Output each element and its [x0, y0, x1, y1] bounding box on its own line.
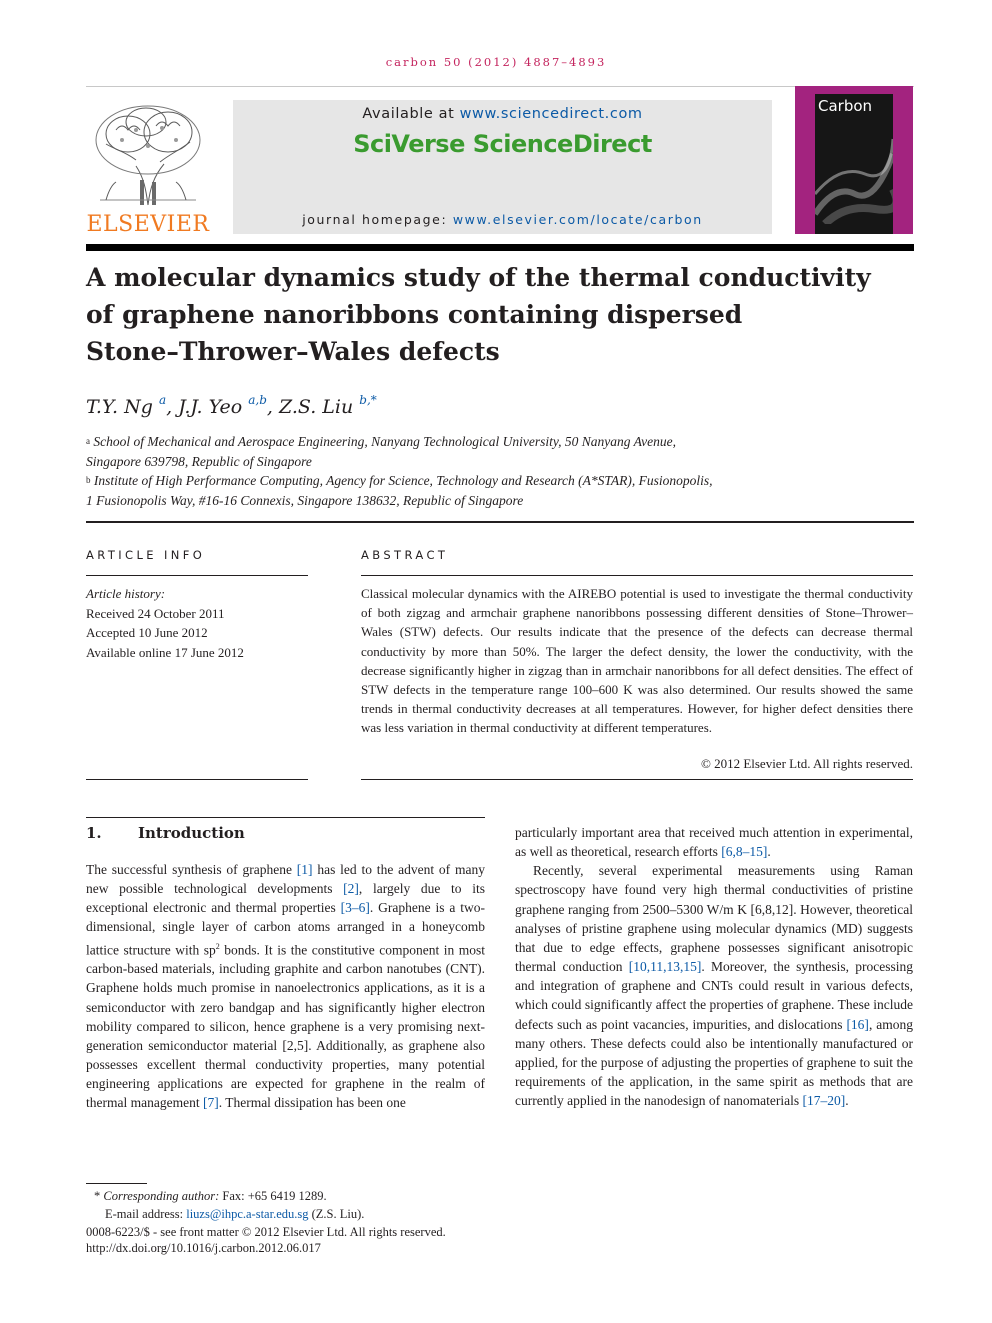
section-rule	[86, 817, 485, 818]
superscript: 2	[215, 941, 220, 951]
text-run: , among many others. These defects could also be intentionally manufactured or applied, for the purpose of adjusting the properties of graphene to suit the requirements of the application, in the same spirit as methods that are currently applied in the nanodesign of nanomaterials	[515, 1016, 913, 1109]
affiliation-b	[86, 471, 914, 510]
affiliation-line: School of Mechanical and Aerospace Engineering, Nanyang Technological University, 50 Nanyang Avenue,	[93, 434, 677, 449]
footnote-star: *	[94, 1189, 101, 1203]
text-run: .	[767, 844, 771, 860]
affiliation-mark: b	[86, 475, 91, 485]
body-column-left	[86, 860, 485, 1113]
author-name: T.Y. Ng	[86, 396, 153, 418]
abstract-bottom-rule	[361, 779, 913, 780]
title-line: Stone–Thrower–Wales defects	[86, 337, 500, 366]
footnote-rule	[86, 1183, 147, 1184]
section-title: Introduction	[138, 824, 245, 842]
homepage-prefix: journal homepage:	[302, 212, 453, 227]
corresponding-author-note	[94, 1188, 327, 1205]
availability-line	[233, 106, 772, 122]
citation-link[interactable]: [7]	[202, 1095, 219, 1111]
citation-link[interactable]: [10,11,13,15]	[628, 959, 702, 975]
running-head: carbon 50 (2012) 4887–4893	[385, 55, 607, 69]
text-run: particularly important area that received much attention in experimental, as well as theoretical, research efforts	[515, 825, 913, 860]
availability-prefix: Available at	[362, 106, 460, 122]
front-matter-rule	[86, 521, 914, 523]
author-affiliation-mark[interactable]: a	[158, 393, 167, 407]
masthead-rule	[86, 244, 914, 251]
abstract-heading: ABSTRACT	[361, 548, 449, 562]
text-run: . Thermal dissipation has been one	[218, 1095, 406, 1111]
sciencedirect-link[interactable]: www.sciencedirect.com	[459, 106, 643, 122]
citation-link[interactable]: [3–6]	[340, 900, 370, 916]
online-date: Available online 17 June 2012	[86, 644, 244, 660]
journal-homepage-line	[233, 212, 772, 227]
cover-title: Carbon	[818, 97, 873, 115]
email-suffix: (Z.S. Liu).	[308, 1207, 365, 1221]
affiliation-mark: a	[86, 436, 90, 446]
text-run: . Moreover, the synthesis, processing and integration of graphene and CNTs could result in various defects, which could significantly affect the properties of graphene. These include defects such as point vacancies, impurities, and dislocations	[515, 959, 913, 1032]
body-paragraph	[515, 823, 913, 861]
corr-label: Corresponding author:	[103, 1189, 220, 1203]
title-line: of graphene nanoribbons containing dispersed	[86, 300, 743, 329]
abstract-copyright: © 2012 Elsevier Ltd. All rights reserved.	[700, 756, 913, 771]
email-note	[105, 1206, 364, 1223]
sciverse-logo: SciVerse ScienceDirect	[353, 130, 652, 158]
header-rule	[86, 86, 914, 87]
corr-fax: Fax: +65 6419 1289.	[219, 1189, 327, 1203]
cover-graphic	[815, 134, 893, 224]
text-run: The successful synthesis of graphene	[86, 862, 297, 877]
text-run: .	[845, 1093, 849, 1109]
author-affiliation-mark[interactable]: b,*	[359, 393, 377, 407]
author-list: T.Y. Ng $^a$, J.J. Yeo $^{a,b}$, Z.S. Liu $^{b,*}$	[86, 393, 377, 418]
publisher-wordmark: ELSEVIER	[86, 212, 210, 237]
body-paragraph	[86, 860, 485, 1113]
section-number: 1.	[86, 824, 102, 842]
article-info-rule	[86, 575, 308, 576]
elsevier-tree-logo	[86, 100, 210, 212]
text-run: has led to the advent of many new possible technological developments	[86, 862, 485, 897]
email-label: E-mail address:	[105, 1207, 187, 1221]
text-run: , largely due to its exceptional electronic and thermal properties	[86, 881, 485, 916]
accepted-date: Accepted 10 June 2012	[86, 625, 208, 640]
abstract-text: Classical molecular dynamics with the AIREBO potential is used to investigate the thermal conductivity of both zigzag and armchair graphene nanoribbons possessing different densities of Stone–Thrower–Wales (STW) defects. Our results indicate that the presence of the defects can decrease thermal conductivity by more than 50%. The larger the defect density, the lower the conductivity, with the decrease significantly higher in zigzag than in armchair nanoribbons for all defect densities. The effect of STW defects in the temperature range 100–600 K was also determined. Our results showed the same trends in thermal conductivity decreases at all temperatures. However, for higher defect densities there was less variation in thermal conductivity at different temperatures.	[361, 586, 913, 736]
affiliation-a	[86, 432, 914, 471]
text-run: . Graphene is a two-dimensional, single layer of carbon atoms arranged in a honeycomb lattice structure with sp	[86, 900, 485, 958]
journal-homepage-link[interactable]: www.elsevier.com/locate/carbon	[452, 212, 703, 227]
affiliation-line: 1 Fusionopolis Way, #16-16 Connexis, Singapore 138632, Republic of Singapore	[86, 492, 524, 508]
issn-line: 0008-6223/$ - see front matter © 2012 Elsevier Ltd. All rights reserved.	[86, 1225, 446, 1239]
text-run: Recently, several experimental measurements using Raman spectroscopy have found very high thermal conductivities of pristine graphene ranging from 2500–5300 W/m K [6,8,12]. However, theoretical analyses of pristine graphene using molecular dynamics (MD) suggests that due to edge effects, graphene possesses significant anisotropic thermal conduction	[515, 863, 913, 975]
citation-link[interactable]: [16]	[846, 1016, 869, 1032]
article-info-heading: ARTICLE INFO	[86, 548, 206, 562]
author-name: J.J. Yeo	[178, 396, 243, 418]
citation-link[interactable]: [6,8–15]	[721, 844, 768, 860]
section-heading	[86, 824, 245, 842]
title-line: A molecular dynamics study of the thermal conductivity	[86, 263, 871, 292]
article-info-bottom-rule	[86, 779, 308, 780]
journal-cover	[795, 86, 913, 234]
article-title	[86, 259, 914, 370]
doi-link[interactable]: http://dx.doi.org/10.1016/j.carbon.2012.06.017	[86, 1241, 321, 1255]
email-link[interactable]: liuzs@ihpc.a-star.edu.sg	[186, 1207, 309, 1221]
citation-link[interactable]: [17–20]	[802, 1093, 846, 1109]
author-name: Z.S. Liu	[278, 396, 354, 418]
affiliation-line: Singapore 639798, Republic of Singapore	[86, 453, 312, 469]
citation-link[interactable]: [1]	[296, 862, 313, 877]
abstract-rule	[361, 575, 913, 576]
body-paragraph	[515, 861, 913, 1110]
text-run: bonds. It is the constitutive component in most carbon-based materials, including graphite and carbon nanotubes (CNT). Graphene holds much promise in nanoelectronics applications, as it is a semiconductor with zero bandgap and has significantly higher electron mobility compared to silicon, hence graphene is a very promising next-generation semiconductor material [2,5]. Additionally, as graphene also possesses excellent thermal conductivity properties, many potential engineering applications are expected for graphene in the realm of thermal management	[86, 942, 485, 1111]
affiliation-line: Institute of High Performance Computing, Agency for Science, Technology and Research (A*STAR), Fusionopolis,	[93, 473, 713, 488]
cover-image	[815, 94, 893, 234]
history-label: Article history:	[86, 586, 166, 601]
body-column-right	[515, 823, 913, 1110]
citation-link[interactable]: [2]	[343, 881, 359, 897]
author-affiliation-mark[interactable]: a,b	[248, 393, 267, 407]
received-date: Received 24 October 2011	[86, 605, 225, 621]
article-history	[86, 584, 244, 662]
